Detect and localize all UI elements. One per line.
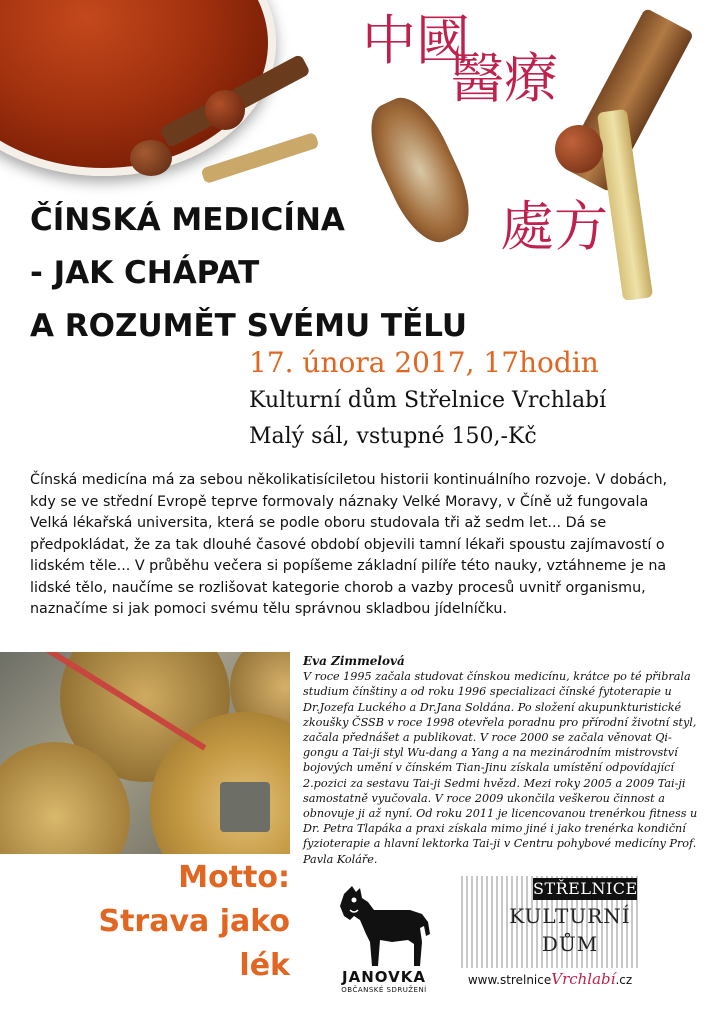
url-prefix: www.strelnice	[467, 973, 552, 987]
url-brand: Vrchlabí	[551, 970, 616, 988]
chinese-characters: 中國	[362, 9, 470, 72]
janovka-subtitle: OBČANSKÉ SDRUŽENÍ	[341, 986, 427, 994]
herb-pod-image	[205, 90, 245, 130]
strelnice-line: KULTURNÍ	[509, 904, 631, 928]
strelnice-line: DŮM	[541, 932, 599, 956]
strelnice-header: STŘELNICE	[533, 879, 638, 898]
title-line: A ROZUMĚT SVÉMU TĚLU	[30, 308, 468, 344]
janovka-name: JANOVKA	[342, 968, 426, 986]
speaker-bio-text: V roce 1995 začala studovat čínskou medicínu, krátce po té přibrala studium čínštiny a od roku 1996 specializaci čínské fytoterapie u Dr.Jozefa Luckého a Dr.Jana Soldána. Po složení akupunkturistické zkoušky ČSSB v roce 1998 otevřela poradnu pro přírodní životní styl, začala přednášet a publikovat. V roce 2000 se začala věnovat Qi-gongu a Tai-ji styl Wu-dang a Yang a na mezinárodním mistrovství bojových umění v čínském Tian-Jinu získala umístění odpovídající 2.pozici za sestavu Tai-ji Sedmi hvězd. Mezi roky 2005 a 2009 Tai-ji samostatně vyučovala. V roce 2009 ukončila veškerou činnost a obnovuje ji až nyní. Od roku 2011 je licencovanou trenérkou fitness u Dr. Petra Tlapáka a praxi získala mimo jiné i jako trenérka kondiční fyzioterapie a hlavní lektorka Tai-ji v Centru pohybové medicíny Prof. Pavla Koláře.	[303, 670, 698, 866]
title-line: - JAK CHÁPAT	[30, 255, 260, 291]
motto-line: Motto:	[178, 860, 290, 895]
speaker-bio	[303, 654, 699, 867]
title-line: ČÍNSKÁ MEDICÍNA	[30, 202, 345, 238]
event-date: 17. února 2017, 17hodin	[249, 346, 599, 379]
speaker-name: Eva Zimmelová	[303, 654, 405, 668]
motto	[60, 856, 290, 988]
motto-line: Strava jako	[98, 904, 290, 939]
chinese-coins-image	[0, 652, 290, 854]
event-hall-price: Malý sál, vstupné 150,-Kč	[249, 424, 537, 449]
intro-paragraph: Čínská medicína má za sebou několikatisíciletou historii kontinuálního rozvoje. V dobách, kdy se ve střední Evropě teprve formovaly náznaky Velké Moravy, v Číně už fungovala Velká lékařská universita, která se podle oboru studovala tři až sedm let... Dá se předpokládat, že za tak dlouhé časové období objevili tamní lékaři spoustu zajímavostí o lidském těle... V průběhu večera si popíšeme základní pilíře této nauky, vztáhneme je na lidské tělo, naučíme se rozlišovat kategorie chorob a vazby procesů uvnitř organismu, naznačíme si jak pomoci svému tělu správnou skladbou jídelníčku.	[30, 472, 668, 617]
horse-logo-icon	[330, 880, 438, 970]
herb-pod-image	[130, 140, 172, 176]
strelnice-logo	[461, 876, 639, 994]
page-title	[30, 194, 670, 353]
strelnice-url[interactable]	[461, 970, 639, 988]
event-venue: Kulturní dům Střelnice Vrchlabí	[249, 388, 607, 413]
url-suffix: .cz	[615, 973, 633, 987]
herb-pod-image	[555, 125, 603, 173]
chinese-characters: 醫療	[450, 47, 558, 110]
chinese-characters: 處方	[500, 195, 608, 258]
motto-line: lék	[239, 948, 290, 983]
janovka-logo	[330, 880, 438, 1000]
